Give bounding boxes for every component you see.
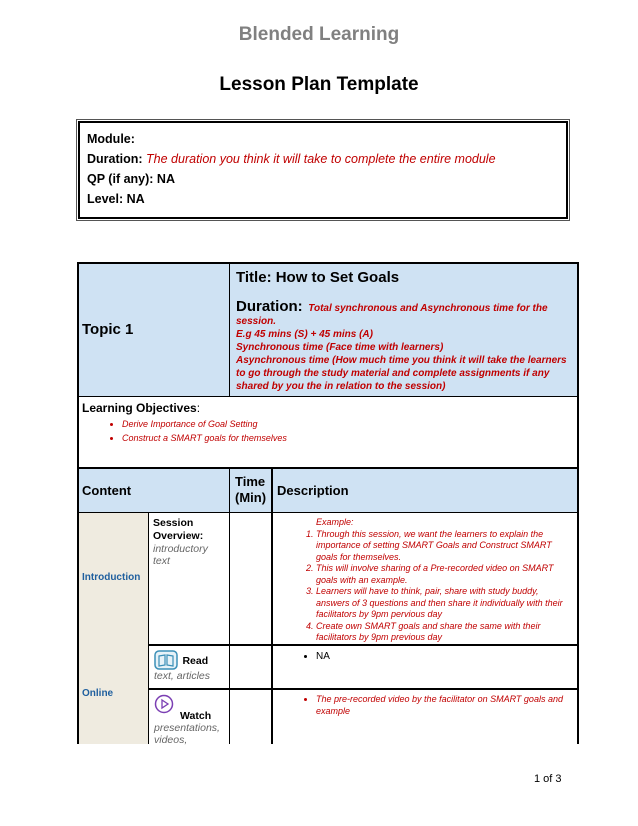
table-border <box>229 262 230 396</box>
qp-label: QP (if any): NA <box>87 172 175 186</box>
watch-subtitle: presentations, videos, <box>154 722 220 746</box>
duration-value: The duration you think it will take to complete the entire module <box>146 152 496 166</box>
list-item: • The pre-recorded video by the facilitator on SMART goals and example <box>316 694 574 717</box>
watch-description <box>272 692 578 742</box>
table-border <box>229 469 230 744</box>
watch-cell <box>148 691 230 744</box>
example-label: Example: <box>316 517 354 527</box>
session-overview-title: Session Overview: <box>153 517 204 542</box>
topic-title-cell <box>230 263 578 396</box>
topic-duration-line: Synchronous time (Face time with learners) <box>236 342 444 353</box>
page-title: Lesson Plan Template <box>219 74 419 95</box>
table-border <box>77 262 79 744</box>
play-icon <box>154 694 174 714</box>
session-overview-subtitle: introductory text <box>153 543 208 567</box>
topic-title: Title: How to Set Goals <box>236 269 400 286</box>
introduction-description <box>272 515 578 643</box>
introduction-label: Introduction <box>82 572 141 583</box>
table-border <box>77 262 579 264</box>
book-icon <box>154 650 178 670</box>
read-cell <box>148 646 230 688</box>
objectives-heading: Learning Objectives: <box>82 401 201 415</box>
introduction-steps <box>276 529 574 644</box>
topic-duration-line: Asynchronous time (How much time you think it will take the learners to go through the study material and complete assignments if any shared by you the in relation to the session) <box>236 355 567 392</box>
duration-line <box>87 152 496 166</box>
description-header: Description <box>272 469 578 512</box>
online-section <box>78 644 148 744</box>
table-border <box>577 262 579 744</box>
content-header: Content <box>78 469 230 512</box>
level-label: Level: NA <box>87 192 145 206</box>
list-item: 1. Through this session, we want the learners to explain the importance of setting SMART Goals and Construct SMART goals for themselves. <box>316 529 574 564</box>
module-label: Module: <box>87 132 135 146</box>
read-description <box>272 648 578 686</box>
online-label: Online <box>82 688 114 699</box>
learning-objectives <box>78 396 578 467</box>
topic-cell <box>78 263 230 396</box>
watch-title: Watch <box>180 710 212 722</box>
topic-duration-line: Total synchronous and Asynchronous time for the session. <box>236 303 548 327</box>
brand-title: Blended Learning <box>238 24 400 45</box>
list-item: 3. Learners will have to think, pair, share with study buddy, answers of 3 questions and then share it individually with their facilitators by 9pm pervious day <box>316 586 574 621</box>
table-border <box>77 467 579 469</box>
table-border <box>77 396 579 397</box>
introduction-section <box>78 512 148 644</box>
list-item: 2. This will involve sharing of a Pre-recorded video on SMART goals with an example. <box>316 563 574 586</box>
time-header: Time (Min) <box>230 469 272 512</box>
list-item: 4. Create own SMART goals and share the same with their facilitators by 9pm previous day <box>316 621 574 644</box>
topic-label: Topic 1 <box>82 321 134 338</box>
objectives-list <box>82 417 574 445</box>
topic-duration-line: E.g 45 mins (S) + 45 mins (A) <box>236 329 373 340</box>
list-item: • NA <box>316 650 574 663</box>
list-item: • Construct a SMART goals for themselves <box>122 431 574 445</box>
topic-duration: Duration: Total synchronous and Asynchronous time for the session. E.g 45 mins (S) + 45 mins (A) Synchronous time (Face time with learners) Asynchronous time (How much time you think it will take the learners to go through the study material and complete assignments if any shared by you the in relation to the session) <box>236 298 567 392</box>
read-title: Read <box>182 655 209 668</box>
read-subtitle: text, articles <box>154 670 211 682</box>
table-border <box>77 512 579 513</box>
table-border <box>148 644 579 646</box>
duration-label: Duration: <box>87 152 143 166</box>
session-overview-cell <box>148 512 230 644</box>
table-border <box>148 688 579 690</box>
list-item: • Derive Importance of Goal Setting <box>122 417 574 431</box>
topic-duration-label: Duration <box>236 298 298 315</box>
module-info-box <box>78 121 568 219</box>
page-number: 1 of 3 <box>534 773 562 785</box>
table-border <box>271 469 273 744</box>
table-border <box>148 512 149 744</box>
